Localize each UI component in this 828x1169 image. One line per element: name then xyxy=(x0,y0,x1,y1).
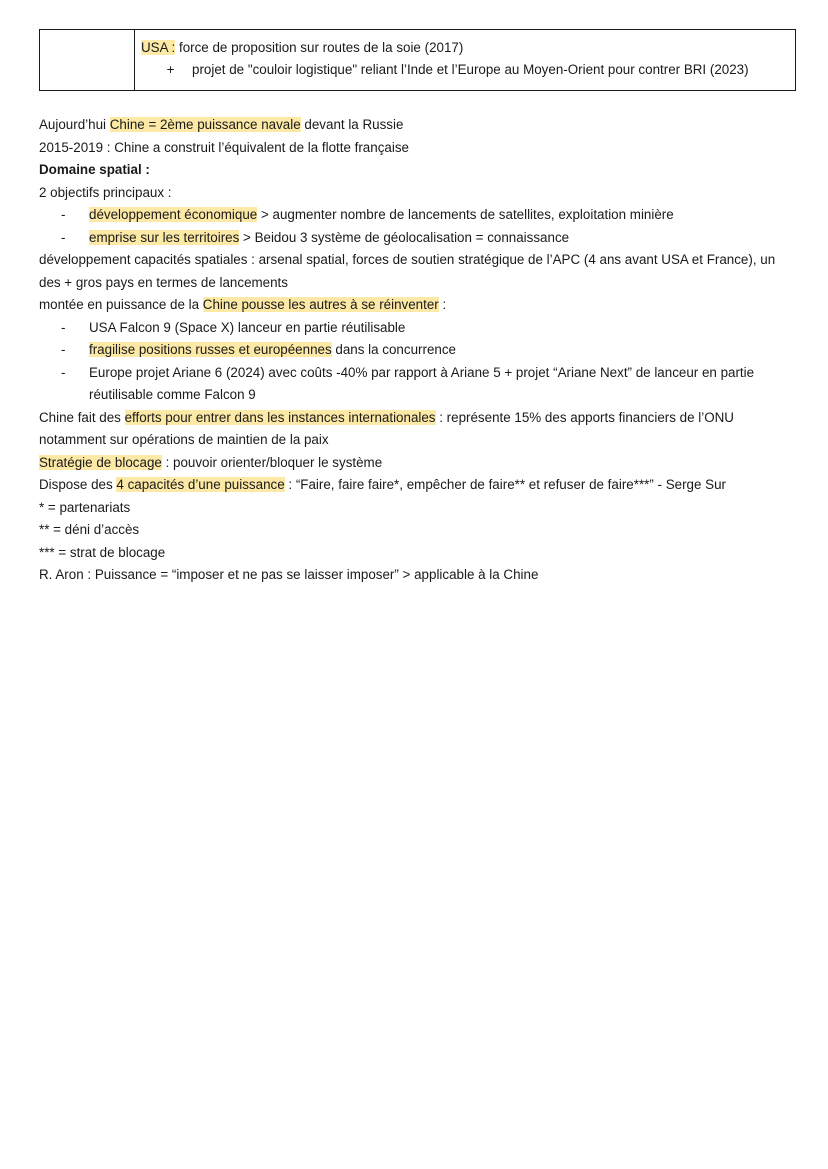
note-line-onu xyxy=(39,407,799,452)
text-segment: : “Faire, faire faire*, empêcher de faire** et refuser de faire***” - Serge Sur xyxy=(284,477,727,492)
list-dash: - xyxy=(61,364,66,380)
usa-text: force de proposition sur routes de la soie (2017) xyxy=(175,40,464,55)
note-line-puissance xyxy=(39,474,799,497)
note-line-reinvent xyxy=(39,294,799,317)
list-item xyxy=(39,204,799,227)
footnote-2: ** = déni d’accès xyxy=(39,522,140,537)
highlight-segment: fragilise positions russes et européennes xyxy=(89,342,332,357)
list-text: USA Falcon 9 (Space X) lanceur en partie réutilisable xyxy=(89,319,406,335)
notes-body xyxy=(39,114,799,587)
footnote-3: *** = strat de blocage xyxy=(39,544,166,560)
text-segment: devant la Russie xyxy=(300,117,404,132)
table-cell-empty xyxy=(40,30,135,91)
highlight-segment: efforts pour entrer dans les instances internationales xyxy=(124,409,436,425)
note-line-fleet: 2015-2019 : Chine a construit l’équivalent de la flotte française xyxy=(39,139,409,155)
document-page xyxy=(39,29,799,587)
continuation-table xyxy=(39,29,796,91)
note-line-capacities: développement capacités spatiales : arsenal spatial, forces de soutien stratégique de l’APC (4 ans avant USA et France), un des + gros pays en termes de lancements xyxy=(39,252,776,290)
list-dash: - xyxy=(61,319,66,335)
usa-line xyxy=(141,37,787,59)
note-line-aron: R. Aron : Puissance = “imposer et ne pas se laisser imposer” > applicable à la Chine xyxy=(39,567,539,582)
list-text xyxy=(89,227,799,250)
plus-symbol: + xyxy=(166,62,175,77)
highlight-segment: développement économique xyxy=(89,207,258,222)
footnote-1: * = partenariats xyxy=(39,499,131,515)
highlight-segment: Chine pousse les autres à se réinventer xyxy=(202,297,439,312)
text-segment: : représente 15% des apports financiers de l’ONU notamment sur opérations de maintien de la paix xyxy=(39,409,734,447)
text-segment: : pouvoir orienter/bloquer le système xyxy=(161,454,383,470)
note-line-objectives: 2 objectifs principaux : xyxy=(39,184,172,200)
text-segment: Chine fait des xyxy=(39,409,125,425)
highlight-segment: emprise sur les territoires xyxy=(89,229,240,245)
list-dash: - xyxy=(61,342,66,357)
note-line-navy xyxy=(39,114,799,137)
text-segment: Aujourd’hui xyxy=(39,117,110,132)
section-heading-spatial: Domaine spatial : xyxy=(39,162,150,177)
text-segment: montée en puissance de la xyxy=(39,297,203,312)
text-segment: Dispose des xyxy=(39,477,117,492)
highlight-segment: 4 capacités d’une puissance xyxy=(116,477,285,492)
text-segment: dans la concurrence xyxy=(331,342,456,357)
list-dash: - xyxy=(61,229,66,245)
list-item xyxy=(39,317,799,340)
table-cell-content xyxy=(135,30,796,91)
text-segment: > Beidou 3 système de géolocalisation = connaissance xyxy=(239,229,570,245)
list-text: Europe projet Ariane 6 (2024) avec coûts -40% par rapport à Ariane 5 + projet “Ariane Next” de lanceur en partie réutilisable comme Falcon 9 xyxy=(89,364,755,402)
usa-label: USA : xyxy=(141,40,176,55)
list-item xyxy=(39,362,799,407)
note-line-blocage xyxy=(39,452,799,475)
text-segment: : xyxy=(438,297,447,312)
plus-text: projet de "couloir logistique" reliant l’Inde et l’Europe au Moyen-Orient pour contrer BRI (2023) xyxy=(192,62,749,77)
list-dash: - xyxy=(61,207,66,222)
plus-item xyxy=(141,59,787,81)
list-text xyxy=(89,339,799,362)
list-item xyxy=(39,227,799,250)
list-item xyxy=(39,339,799,362)
table-row xyxy=(40,30,796,91)
highlight-segment: Chine = 2ème puissance navale xyxy=(109,117,301,132)
highlight-segment: Stratégie de blocage xyxy=(39,454,162,470)
text-segment: > augmenter nombre de lancements de satellites, exploitation minière xyxy=(257,207,674,222)
list-text xyxy=(89,204,799,227)
